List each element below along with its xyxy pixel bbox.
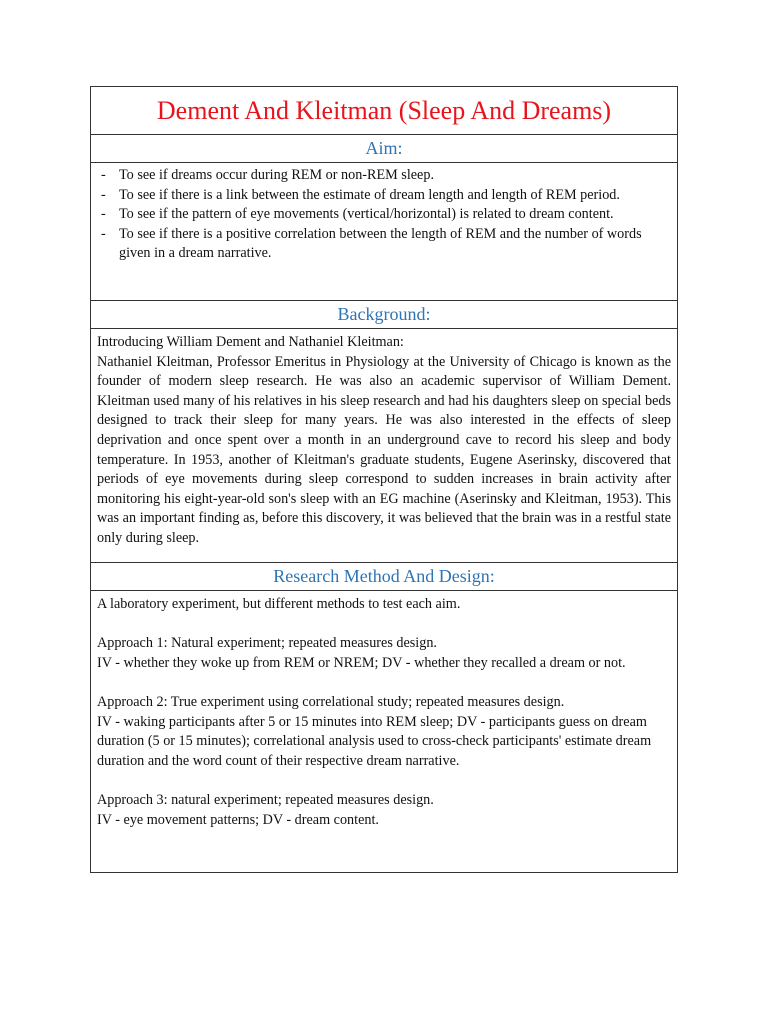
title-row xyxy=(91,87,677,135)
document-table xyxy=(90,86,678,873)
approach-1-title: Approach 1: Natural experiment; repeated measures design. xyxy=(97,635,437,652)
background-text: Nathaniel Kleitman, Professor Emeritus in Physiology at the University of Chicago is known as the founder of modern sleep research. He was also an academic supervisor of William Dement. Kleitman used many of his relatives in his sleep research and had his daughters sleep on special beds designed to track their sleep for many years. He was also interested in the effects of sleep deprivation and once spent over a month in an underground cave to record his sleep and body temperature. In 1953, another of Kleitman's graduate students, Eugene Aserinsky, discovered that periods of eye movements during sleep correspond to sudden increases in brain activity after monitoring his eight-year-old son's sleep with an EG machine (Aserinsky and Kleitman, 1953). This was an important finding as, before this discovery, it was believed that the brain was in a restful state only during sleep. xyxy=(97,353,671,546)
aim-heading: Aim: xyxy=(365,138,403,158)
background-heading: Background: xyxy=(337,304,431,324)
aim-item: - To see if there is a positive correlation between the length of REM and the number of words given in a dream narrative. xyxy=(97,225,671,264)
method-intro: A laboratory experiment, but different methods to test each aim. xyxy=(97,596,461,612)
aim-heading-row xyxy=(91,135,677,163)
aim-list xyxy=(97,166,671,264)
aim-item: - To see if the pattern of eye movements (vertical/horizontal) is related to dream content. xyxy=(97,205,671,225)
background-section xyxy=(91,329,677,563)
approach-1-detail: IV - whether they woke up from REM or NREM; DV - whether they recalled a dream or not. xyxy=(97,654,626,671)
aim-item: - To see if there is a link between the estimate of dream length and length of REM period. xyxy=(97,186,671,206)
document-title: Dement And Kleitman (Sleep And Dreams) xyxy=(156,95,612,125)
approach-2-title: Approach 2: True experiment using correlational study; repeated measures design. xyxy=(97,693,565,710)
approach-3-title: Approach 3: natural experiment; repeated measures design. xyxy=(97,791,434,808)
approach-2-detail: IV - waking participants after 5 or 15 minutes into REM sleep; DV - participants guess on dream duration (5 or 15 minutes); correlational analysis used to cross-check participants' estimate dream duration and the word count of their respective dream narrative. xyxy=(97,713,652,769)
background-heading-row xyxy=(91,301,677,329)
method-section xyxy=(91,591,677,872)
background-intro: Introducing William Dement and Nathaniel Kleitman: xyxy=(97,334,404,350)
method-heading-row xyxy=(91,563,677,591)
method-heading: Research Method And Design: xyxy=(273,566,495,586)
approach-3-detail: IV - eye movement patterns; DV - dream content. xyxy=(97,811,379,828)
aim-item: - To see if dreams occur during REM or non-REM sleep. xyxy=(97,166,671,186)
aim-section xyxy=(91,163,677,301)
